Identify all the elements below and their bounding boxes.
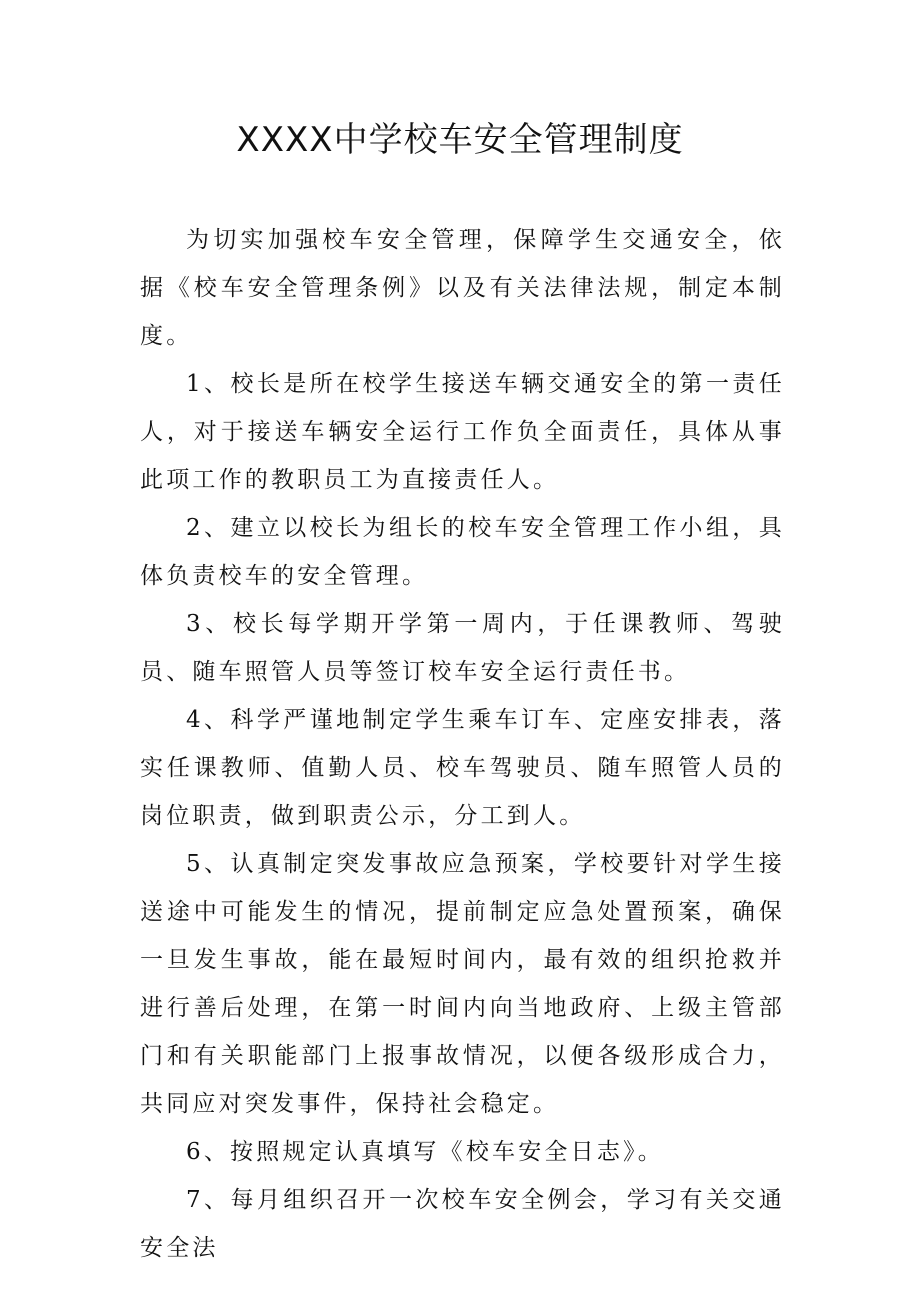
paragraph-intro: 为切实加强校车安全管理，保障学生交通安全，依据《校车安全管理条例》以及有关法律法规，制定本制度。 <box>140 227 785 349</box>
paragraph-item-1: 1、校长是所在校学生接送车辆交通安全的第一责任人，对于接送车辆安全运行工作负全面责任，具体从事此项工作的教职员工为直接责任人。 <box>140 371 785 493</box>
document-body <box>140 216 785 1272</box>
paragraph-item-5: 5、认真制定突发事故应急预案，学校要针对学生接送途中可能发生的情况，提前制定应急处置预案，确保一旦发生事故，能在最短时间内，最有效的组织抢救并进行善后处理，在第一时间内向当地政府、上级主管部门和有关职能部门上报事故情况，以便各级形成合力，共同应对突发事件，保持社会稳定。 <box>140 851 785 1117</box>
paragraph-item-7: 7、每月组织召开一次校车安全例会，学习有关交通安全法 <box>140 1187 785 1261</box>
page-title: XXXX中学校车安全管理制度 <box>236 120 684 160</box>
paragraph-item-3: 3、校长每学期开学第一周内，于任课教师、驾驶员、随车照管人员等签订校车安全运行责任书。 <box>140 611 785 685</box>
paragraph-item-6: 6、按照规定认真填写《校车安全日志》。 <box>186 1139 664 1165</box>
paragraph-item-4: 4、科学严谨地制定学生乘车订车、定座安排表，落实任课教师、值勤人员、校车驾驶员、随车照管人员的岗位职责，做到职责公示，分工到人。 <box>140 707 785 829</box>
paragraph-item-2: 2、建立以校长为组长的校车安全管理工作小组，具体负责校车的安全管理。 <box>140 515 785 589</box>
